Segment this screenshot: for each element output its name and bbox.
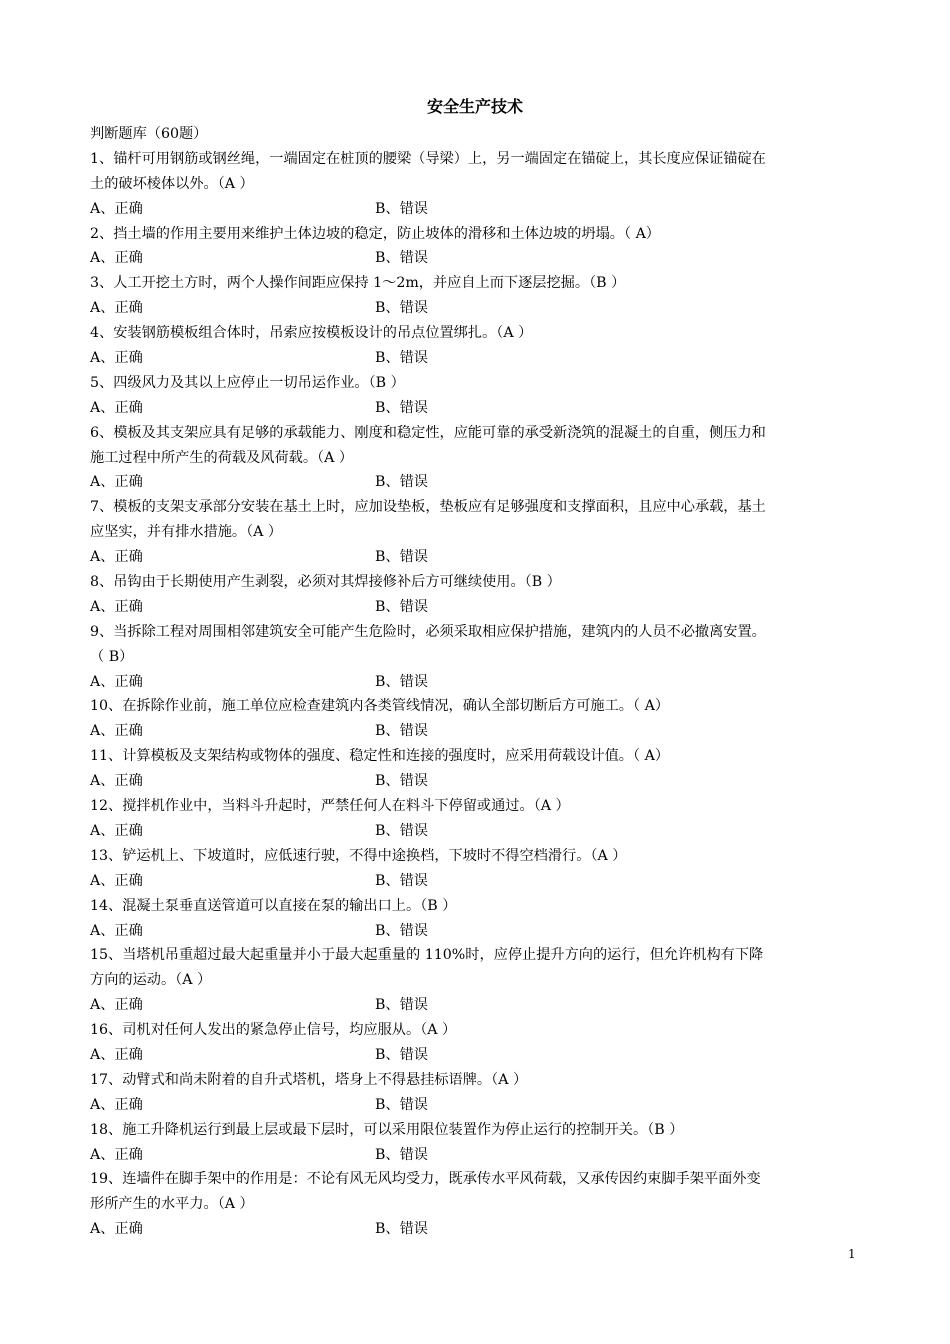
question-text: 6、模板及其支架应具有足够的承载能力、刚度和稳定性，应能可靠的承受新浇筑的混凝土的自重，侧压力和 — [90, 424, 766, 441]
option-b: B、错误 — [375, 872, 428, 889]
option-b: B、错误 — [375, 399, 428, 416]
answer-options — [90, 346, 862, 371]
answer-options — [90, 197, 862, 222]
option-b: B、错误 — [375, 773, 428, 790]
question-text: 12、搅拌机作业中，当料斗升起时，严禁任何人在料斗下停留或通过。（A ） — [90, 798, 570, 815]
option-a: A、正确 — [90, 1046, 143, 1063]
answer-options — [90, 670, 862, 695]
option-a: A、正确 — [90, 673, 143, 690]
question-text: 2、挡土墙的作用主要用来维护土体边坡的稳定，防止坡体的滑移和土体边坡的坍塌。（ A） — [90, 225, 660, 242]
question-text: 4、安装钢筋模板组合体时，吊索应按模板设计的吊点位置绑扎。（A ） — [90, 325, 533, 342]
option-b: B、错误 — [375, 997, 428, 1014]
option-a: A、正确 — [90, 997, 143, 1014]
question-text: （ B） — [90, 648, 134, 665]
option-a: A、正确 — [90, 300, 143, 317]
option-a: A、正确 — [90, 350, 143, 367]
question-text: 8、吊钩由于长期使用产生剥裂，必须对其焊接修补后方可继续使用。（B ） — [90, 574, 561, 591]
question-text: 3、人工开挖土方时，两个人操作间距应保持 1～2m，并应自上而下逐层挖掘。（B ） — [90, 275, 626, 292]
answer-options — [90, 246, 862, 271]
option-b: B、错误 — [375, 1146, 428, 1163]
answer-options — [90, 1143, 862, 1168]
question-text: 15、当塔机吊重超过最大起重量并小于最大起重量的 110%时，应停止提升方向的运行，但允许机构有下降 — [90, 947, 764, 964]
option-a: A、正确 — [90, 250, 143, 267]
answer-options — [90, 396, 862, 421]
question-text: 7、模板的支架支承部分安装在基土上时，应加设垫板，垫板应有足够强度和支撑面积，且应中心承载，基土 — [90, 499, 766, 516]
question-text: 18、施工升降机运行到最上层或最下层时，可以采用限位装置作为停止运行的控制开关。（B ） — [90, 1121, 684, 1138]
option-a: A、正确 — [90, 922, 143, 939]
option-a: A、正确 — [90, 549, 143, 566]
answer-options — [90, 819, 862, 844]
answer-options — [90, 296, 862, 321]
answer-options — [90, 1217, 862, 1242]
option-a: A、正确 — [90, 598, 143, 615]
answer-options — [90, 869, 862, 894]
answer-options — [90, 595, 862, 620]
option-b: B、错误 — [375, 350, 428, 367]
question-text: 13、铲运机上、下坡道时，应低速行驶，不得中途换档，下坡时不得空档滑行。（A ） — [90, 847, 627, 864]
option-b: B、错误 — [375, 1096, 428, 1113]
option-b: B、错误 — [375, 822, 428, 839]
question-text: 1、锚杆可用钢筋或钢丝绳，一端固定在桩顶的腰梁（导梁）上，另一端固定在锚碇上，其长度应保证锚碇在 — [90, 150, 766, 167]
option-b: B、错误 — [375, 922, 428, 939]
option-b: B、错误 — [375, 549, 428, 566]
section-heading: 判断题库（60题） — [90, 126, 208, 142]
question-text: 9、当拆除工程对周围相邻建筑安全可能产生危险时，必须采取相应保护措施，建筑内的人员不必撤离安置。 — [90, 623, 766, 640]
option-b: B、错误 — [375, 723, 428, 740]
answer-options — [90, 1043, 862, 1068]
question-text: 形所产生的水平力。（A ） — [90, 1196, 254, 1213]
page-number: 1 — [848, 1247, 856, 1261]
answer-options — [90, 545, 862, 570]
answer-options — [90, 993, 862, 1018]
question-text: 应坚实，并有排水措施。（A ） — [90, 524, 283, 541]
option-a: A、正确 — [90, 399, 143, 416]
option-b: B、错误 — [375, 598, 428, 615]
option-b: B、错误 — [375, 250, 428, 267]
answer-options — [90, 919, 862, 944]
answer-options — [90, 470, 862, 495]
question-text: 10、在拆除作业前，施工单位应检查建筑内各类管线情况，确认全部切断后方可施工。（ A） — [90, 698, 670, 715]
option-b: B、错误 — [375, 474, 428, 491]
option-a: A、正确 — [90, 872, 143, 889]
question-list — [90, 122, 862, 1242]
question-text: 方向的运动。（A ） — [90, 972, 212, 989]
question-text: 土的破坏棱体以外。（A ） — [90, 175, 254, 192]
option-a: A、正确 — [90, 1146, 143, 1163]
option-b: B、错误 — [375, 673, 428, 690]
question-text: 14、混凝土泵垂直送管道可以直接在泵的输出口上。（B ） — [90, 897, 457, 914]
answer-options — [90, 1093, 862, 1118]
question-text: 11、计算模板及支架结构或物体的强度、稳定性和连接的强度时，应采用荷载设计值。（ A） — [90, 748, 670, 765]
option-b: B、错误 — [375, 200, 428, 217]
question-text: 施工过程中所产生的荷载及风荷载。（A ） — [90, 449, 354, 466]
question-text: 16、司机对任何人发出的紧急停止信号，均应服从。（A ） — [90, 1022, 457, 1039]
option-a: A、正确 — [90, 723, 143, 740]
option-b: B、错误 — [375, 1046, 428, 1063]
option-a: A、正确 — [90, 822, 143, 839]
option-a: A、正确 — [90, 1096, 143, 1113]
answer-options — [90, 719, 862, 744]
answer-options — [90, 769, 862, 794]
question-text: 17、动臂式和尚未附着的自升式塔机，塔身上不得悬挂标语牌。（A ） — [90, 1071, 528, 1088]
question-text: 5、四级风力及其以上应停止一切吊运作业。（B ） — [90, 374, 405, 391]
option-a: A、正确 — [90, 1221, 143, 1238]
option-a: A、正确 — [90, 474, 143, 491]
option-b: B、错误 — [375, 1221, 428, 1238]
question-text: 19、连墙件在脚手架中的作用是：不论有风无风均受力，既承传水平风荷载，又承传因约束脚手架平面外变 — [90, 1171, 761, 1188]
option-a: A、正确 — [90, 200, 143, 217]
option-b: B、错误 — [375, 300, 428, 317]
option-a: A、正确 — [90, 773, 143, 790]
document-title: 安全生产技术 — [426, 97, 523, 116]
